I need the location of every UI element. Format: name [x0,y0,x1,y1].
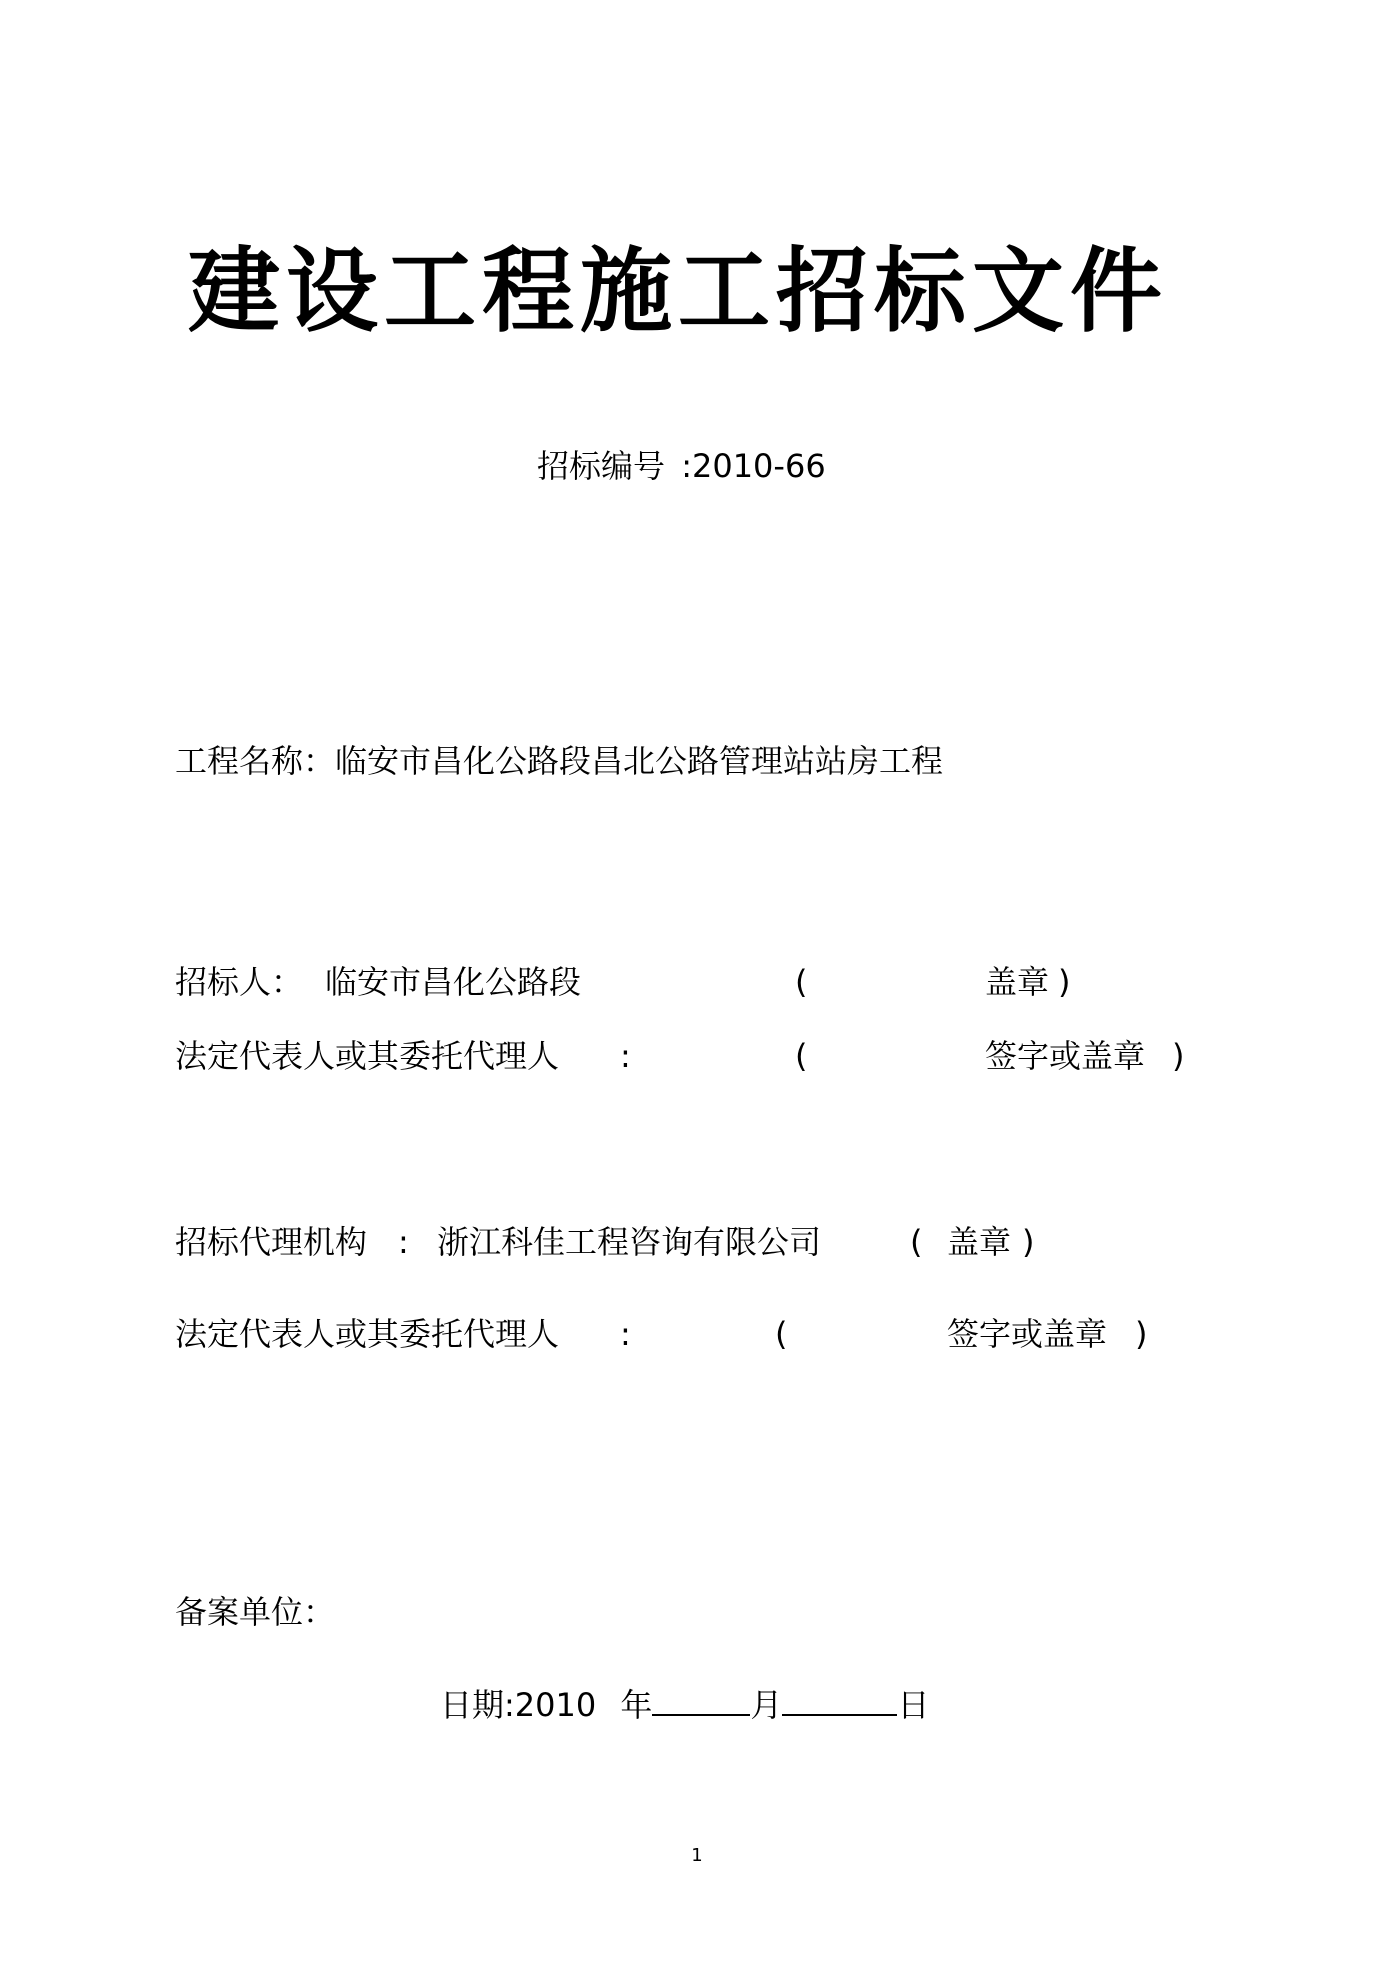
bid-number [537,447,826,485]
date-year: :2010 [504,1686,597,1724]
tenderer-rep-sign-note: 签字或盖章 [985,1037,1146,1075]
project-name-value: 临安市昌化公路段昌北公路管理站站房工程 [335,742,944,780]
date-year-unit: 年 [620,1686,653,1724]
agency-seal-note: 盖章 [947,1223,1012,1261]
bid-number-label: 招标编号 [537,447,666,485]
tenderer-rep-open-paren: ( [795,1037,808,1075]
page-number: 1 [691,1845,703,1866]
tenderer-rep-close-paren: ) [1172,1037,1185,1075]
date-line [440,1686,930,1724]
tenderer-close-paren: ) [1058,963,1071,1001]
tenderer-open-paren: ( [795,963,808,1001]
agency-label: 招标代理机构 [175,1223,368,1261]
project-name-label: 工程名称： [175,742,336,780]
date-day-blank[interactable] [782,1686,897,1716]
date-month-blank[interactable] [652,1686,750,1716]
document-title: 建设工程施工招标文件 [188,238,1169,345]
date-month-unit: 月 [750,1686,783,1724]
agency-close-paren: ) [1022,1223,1035,1261]
date-label: 日期 [440,1686,505,1724]
agency-rep-close-paren: ) [1135,1315,1148,1353]
filing-unit-label: 备案单位： [175,1593,336,1631]
agency-rep-label: 法定代表人或其委托代理人 [175,1315,560,1353]
tenderer-seal-note: 盖章 [985,963,1050,1001]
project-name-line [175,742,944,780]
agency-name: 浙江科佳工程咨询有限公司 [437,1223,822,1261]
bid-number-value: :2010-66 [681,447,826,485]
tenderer-rep-label: 法定代表人或其委托代理人 [175,1037,560,1075]
date-day-unit: 日 [897,1686,930,1724]
agency-rep-open-paren: ( [775,1315,788,1353]
agency-rep-colon: : [620,1315,631,1353]
tenderer-name: 临安市昌化公路段 [325,963,582,1001]
agency-colon: : [398,1223,409,1261]
agency-open-paren: ( [910,1223,923,1261]
agency-rep-sign-note: 签字或盖章 [947,1315,1108,1353]
tenderer-rep-colon: : [620,1037,631,1075]
tenderer-label: 招标人： [175,963,304,1001]
